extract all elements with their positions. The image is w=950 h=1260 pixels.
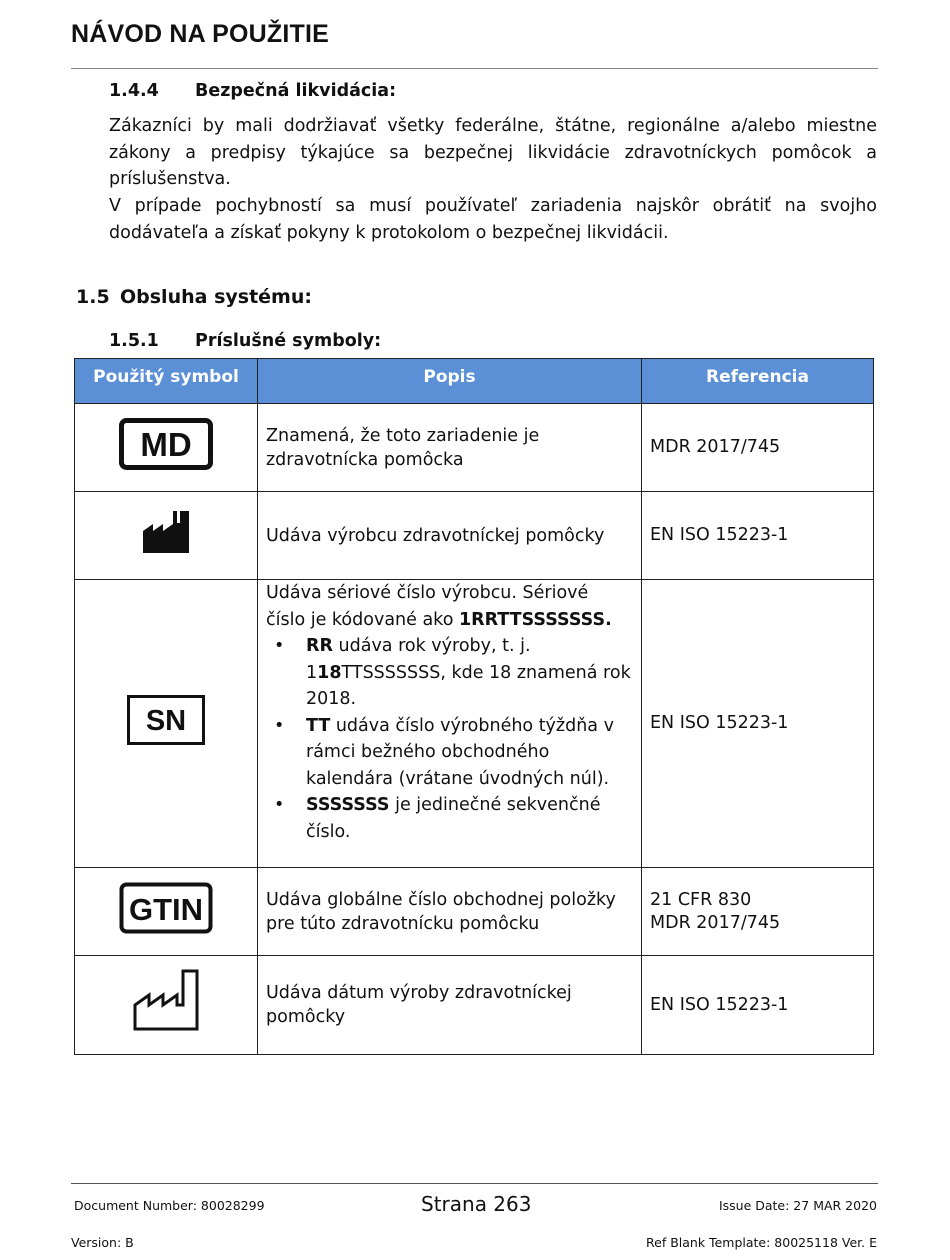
md-icon bbox=[119, 418, 213, 470]
list-item: • TT udáva číslo výrobného týždňa v rámci bežného obchodného kalendára (vrátane úvodných núl). bbox=[274, 715, 614, 789]
description-cell bbox=[258, 580, 642, 868]
section-1-5-1-heading bbox=[109, 331, 381, 351]
description-cell: Udáva globálne číslo obchodnej položky pre túto zdravotnícku pomôcku bbox=[258, 868, 642, 956]
reference-cell: MDR 2017/745 bbox=[642, 404, 874, 492]
section-title: Obsluha systému: bbox=[120, 286, 312, 308]
column-header-reference: Referencia bbox=[642, 359, 874, 404]
reference-cell bbox=[642, 868, 874, 956]
serial-code: 1RRTTSSSSSSS. bbox=[458, 609, 612, 630]
svg-text:MD: MD bbox=[140, 425, 192, 463]
symbol-cell bbox=[75, 868, 258, 956]
symbol-cell bbox=[75, 580, 258, 868]
section-1-4-4-heading bbox=[109, 81, 396, 101]
section-number: 1.5.1 bbox=[109, 331, 159, 351]
disposal-paragraph-2: V prípade pochybností sa musí používateľ zariadenia najskôr obrátiť na svojho dodávateľa a získať pokyny k protokolom o bezpečnej likvidácii. bbox=[109, 196, 877, 243]
table-row bbox=[75, 956, 874, 1055]
list-item: • SSSSSSS je jedinečné sekvenčné číslo. bbox=[274, 795, 601, 842]
symbol-cell bbox=[75, 492, 258, 580]
table-row bbox=[75, 868, 874, 956]
section-title: Bezpečná likvidácia: bbox=[195, 81, 397, 101]
version: Version: B bbox=[71, 1235, 134, 1250]
svg-text:GTIN: GTIN bbox=[128, 891, 204, 927]
manufacturer-icon bbox=[141, 509, 191, 555]
document-number: Document Number: 80028299 bbox=[74, 1198, 265, 1213]
sn-icon bbox=[127, 695, 205, 745]
page-number: Strana 263 bbox=[421, 1192, 532, 1216]
list-item: • RR udáva rok výroby, t. j. 118TTSSSSSSS, kde 18 znamená rok 2018. bbox=[274, 636, 631, 709]
symbol-cell bbox=[75, 404, 258, 492]
svg-text:SN: SN bbox=[145, 704, 187, 737]
symbols-table bbox=[74, 358, 874, 1055]
description-cell: Znamená, že toto zariadenie je zdravotnícka pomôcka bbox=[258, 404, 642, 492]
footer-divider bbox=[71, 1183, 878, 1184]
template-reference: Ref Blank Template: 80025118 Ver. E bbox=[646, 1235, 877, 1250]
reference-line: MDR 2017/745 bbox=[650, 912, 781, 933]
reference-cell: EN ISO 15223-1 bbox=[642, 580, 874, 868]
section-number: 1.4.4 bbox=[109, 81, 159, 101]
serial-bullet-list bbox=[266, 633, 633, 845]
header-divider bbox=[71, 68, 878, 69]
section-number: 1.5 bbox=[76, 286, 110, 308]
document-title: NÁVOD NA POUŽITIE bbox=[71, 20, 330, 48]
reference-cell: EN ISO 15223-1 bbox=[642, 492, 874, 580]
gtin-icon bbox=[119, 882, 213, 934]
table-row bbox=[75, 492, 874, 580]
disposal-paragraph-1: Zákazníci by mali dodržiavať všetky federálne, štátne, regionálne a/alebo miestne zákony a predpisy týkajúce sa bezpečnej likvidácie zdravotníckych pomôcok a príslušenstva. bbox=[109, 116, 877, 189]
serial-intro: Udáva sériové číslo výrobcu. Sériové číslo je kódované ako 1RRTTSSSSSSS. bbox=[266, 583, 612, 630]
description-cell: Udáva dátum výroby zdravotníckej pomôcky bbox=[258, 956, 642, 1055]
reference-cell: EN ISO 15223-1 bbox=[642, 956, 874, 1055]
date-of-manufacture-icon bbox=[131, 969, 201, 1033]
symbol-cell bbox=[75, 956, 258, 1055]
table-header-row bbox=[75, 359, 874, 404]
column-header-symbol: Použitý symbol bbox=[75, 359, 258, 404]
column-header-description: Popis bbox=[258, 359, 642, 404]
table-row bbox=[75, 580, 874, 868]
section-1-5-heading bbox=[76, 286, 312, 308]
table-row bbox=[75, 404, 874, 492]
description-cell: Udáva výrobcu zdravotníckej pomôcky bbox=[258, 492, 642, 580]
reference-line: 21 CFR 830 bbox=[650, 889, 752, 910]
issue-date: Issue Date: 27 MAR 2020 bbox=[718, 1198, 877, 1213]
section-title: Príslušné symboly: bbox=[195, 331, 382, 351]
